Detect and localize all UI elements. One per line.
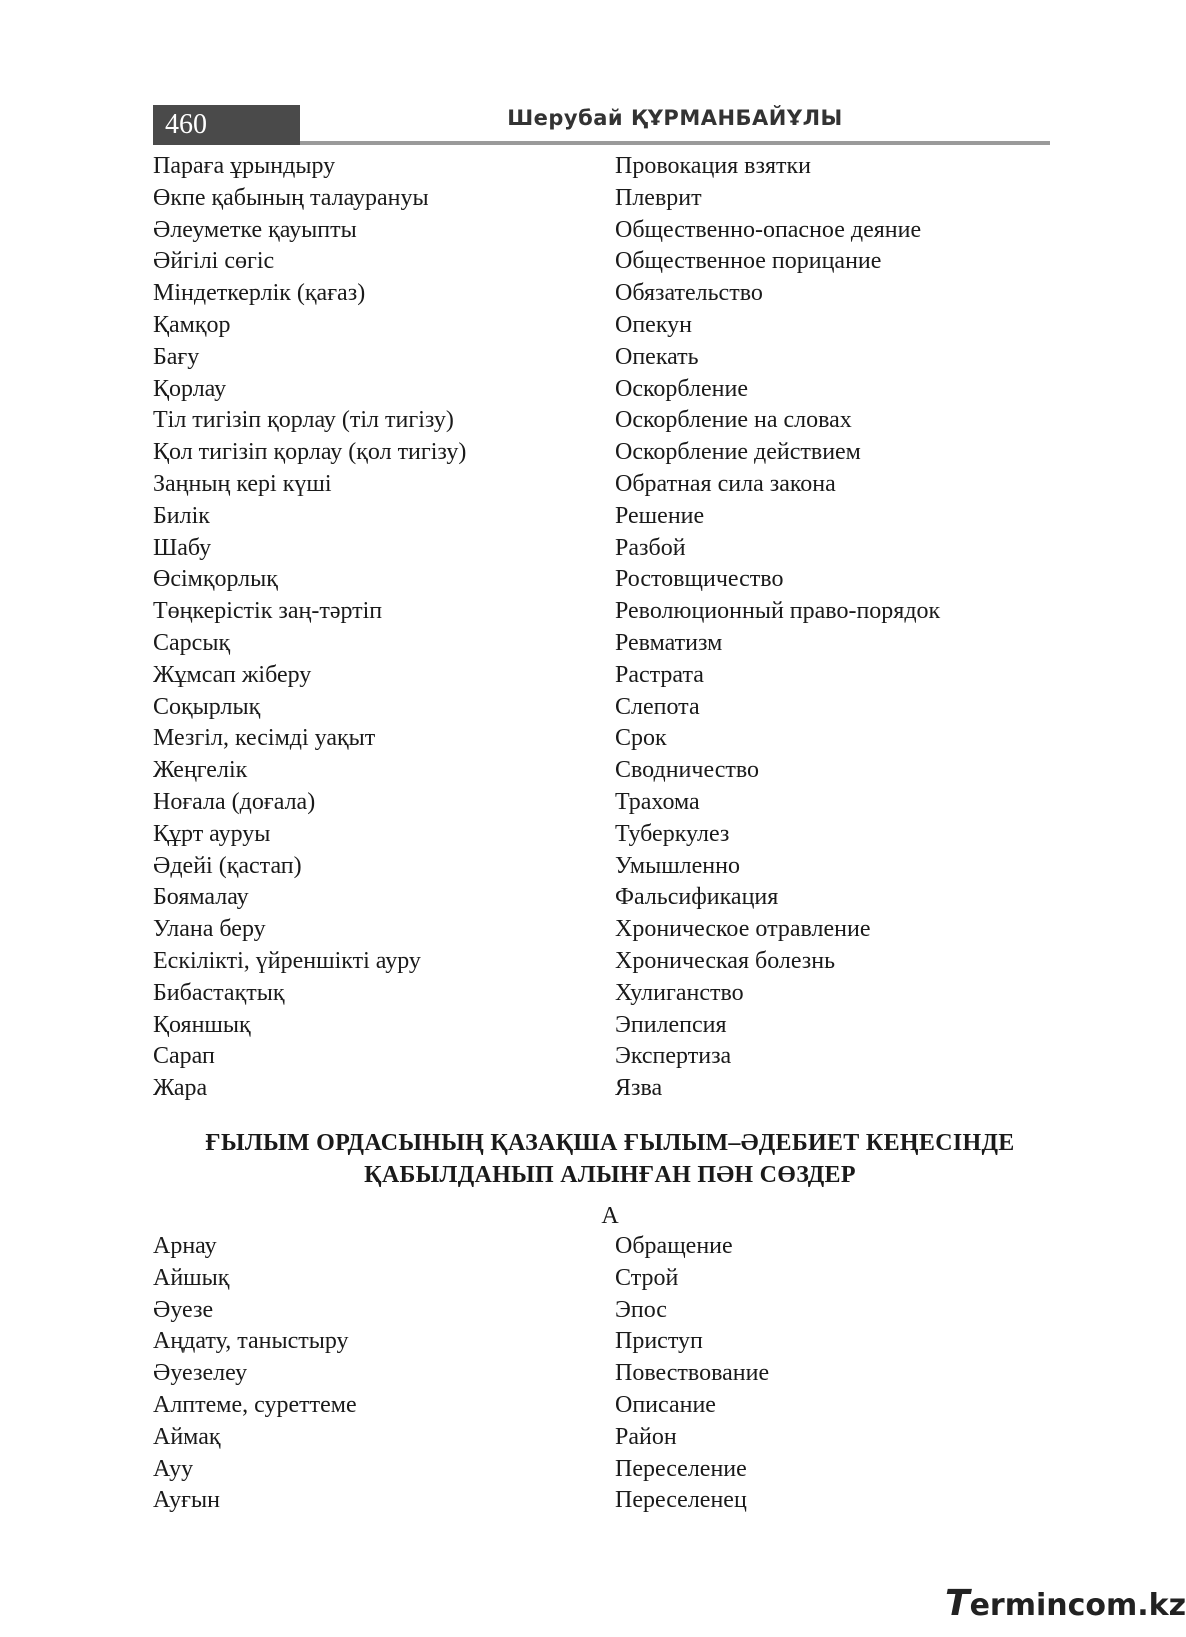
term-russian: Решение [615, 502, 705, 529]
glossary-row [153, 1010, 1073, 1042]
term-russian: Хроническое отравление [615, 916, 871, 943]
page-number: 460 [153, 105, 300, 145]
glossary-list-bottom [153, 1231, 1073, 1517]
glossary-row [153, 1231, 1073, 1263]
term-russian: Провокация взятки [615, 153, 812, 179]
term-russian: Обратная сила закона [615, 470, 836, 497]
glossary-row [153, 596, 1073, 628]
term-russian: Хроническая болезнь [615, 947, 836, 974]
term-kazakh: Ауу [153, 1455, 194, 1482]
glossary-row [153, 533, 1073, 565]
glossary-row [153, 310, 1073, 342]
term-russian: Фальсификация [615, 884, 779, 911]
term-russian: Умышленно [615, 852, 740, 879]
header-rule [300, 141, 1050, 145]
term-kazakh: Арнау [153, 1233, 217, 1259]
term-kazakh: Алптеме, суреттеме [153, 1391, 357, 1418]
glossary-row [153, 1326, 1073, 1358]
glossary-row [153, 978, 1073, 1010]
term-russian: Эпос [615, 1296, 667, 1323]
term-russian: Язва [615, 1075, 663, 1102]
section-letter: А [601, 1203, 619, 1229]
glossary-row [153, 755, 1073, 787]
term-russian: Переселенец [615, 1487, 747, 1514]
glossary-row [153, 501, 1073, 533]
glossary-row [153, 374, 1073, 406]
term-kazakh: Айшық [153, 1264, 230, 1291]
term-russian: Хулиганство [615, 979, 744, 1006]
term-kazakh: Боямалау [153, 884, 249, 911]
term-russian: Обязательство [615, 280, 763, 307]
term-kazakh: Бағу [153, 343, 200, 370]
term-russian: Сводничество [615, 757, 760, 784]
term-russian: Революционный право-порядок [615, 598, 941, 625]
term-russian: Слепота [615, 693, 700, 720]
glossary-row [153, 1422, 1073, 1454]
term-russian: Срок [615, 725, 667, 752]
term-kazakh: Ауғын [153, 1487, 220, 1514]
glossary-row [153, 183, 1073, 215]
term-russian: Строй [615, 1264, 679, 1291]
glossary-row [153, 1390, 1073, 1422]
watermark-logo [945, 1583, 1186, 1624]
term-kazakh: Заңның кері күші [153, 470, 332, 497]
term-kazakh: Төңкерістік заң-тәртіп [153, 598, 383, 625]
term-kazakh: Қояншық [153, 1011, 251, 1038]
glossary-row [153, 1454, 1073, 1486]
glossary-row [153, 882, 1073, 914]
term-kazakh: Соқырлық [153, 693, 261, 720]
term-kazakh: Жұмсап жіберу [153, 661, 312, 688]
glossary-row [153, 660, 1073, 692]
term-russian: Экспертиза [615, 1043, 732, 1070]
term-russian: Растрата [615, 661, 704, 688]
term-russian: Описание [615, 1391, 716, 1418]
glossary-row [153, 342, 1073, 374]
term-kazakh: Билік [153, 502, 210, 529]
term-kazakh: Аймақ [153, 1423, 221, 1450]
term-russian: Оскорбление [615, 375, 749, 402]
term-kazakh: Әдейі (қастап) [153, 852, 302, 879]
term-kazakh: Сарап [153, 1043, 215, 1070]
term-russian: Повествование [615, 1360, 770, 1387]
term-kazakh: Әлеуметке қауыпты [153, 216, 357, 243]
term-russian: Разбой [615, 534, 686, 561]
term-russian: Район [615, 1423, 677, 1450]
term-kazakh: Мезгіл, кесімді уақыт [153, 725, 376, 752]
term-kazakh: Өсімқорлық [153, 566, 278, 593]
term-kazakh: Тіл тигізіп қорлау (тіл тигізу) [153, 407, 454, 434]
term-kazakh: Әйгілі сөгіс [153, 248, 275, 275]
running-head-author: Шерубай ҚҰРМАНБАЙҰЛЫ [507, 106, 843, 130]
watermark-text: ermincom.kz [969, 1588, 1186, 1623]
term-russian: Оскорбление на словах [615, 407, 852, 434]
glossary-row [153, 914, 1073, 946]
glossary-row [153, 819, 1073, 851]
term-russian: Трахома [615, 788, 700, 815]
term-kazakh: Шабу [153, 534, 212, 561]
term-kazakh: Сарсық [153, 629, 231, 656]
glossary-row [153, 1073, 1073, 1105]
glossary-row [153, 692, 1073, 724]
glossary-row [153, 851, 1073, 883]
term-russian: Оскорбление действием [615, 439, 861, 466]
term-kazakh: Қорлау [153, 375, 227, 402]
term-kazakh: Әуезе [153, 1296, 214, 1323]
glossary-row [153, 1263, 1073, 1295]
glossary-row [153, 628, 1073, 660]
term-kazakh: Міндеткерлік (қағаз) [153, 280, 366, 307]
glossary-row [153, 278, 1073, 310]
glossary-row [153, 469, 1073, 501]
glossary-row [153, 1041, 1073, 1073]
term-kazakh: Әуезелеу [153, 1360, 248, 1387]
term-kazakh: Қол тигізіп қорлау (қол тигізу) [153, 439, 467, 466]
term-kazakh: Ескілікті, үйреншікті ауру [153, 947, 421, 974]
glossary-row [153, 564, 1073, 596]
term-kazakh: Өкпе қабының талаурануы [153, 184, 429, 211]
term-kazakh: Жеңгелік [153, 757, 248, 784]
term-kazakh: Жара [153, 1075, 208, 1102]
glossary-row [153, 787, 1073, 819]
term-russian: Туберкулез [615, 820, 730, 847]
watermark-t-icon: T [945, 1583, 970, 1624]
glossary-row [153, 405, 1073, 437]
term-kazakh: Параға ұрындыру [153, 153, 336, 179]
glossary-row [153, 1358, 1073, 1390]
term-russian: Приступ [615, 1328, 703, 1355]
term-kazakh: Бибастақтық [153, 979, 285, 1006]
term-russian: Общественное порицание [615, 248, 882, 275]
glossary-row [153, 723, 1073, 755]
section-title-line1: ҒЫЛЫМ ОРДАСЫНЫҢ ҚАЗАҚША ҒЫЛЫМ–ӘДЕБИЕТ КЕҢЕСІНДЕ [205, 1130, 1015, 1156]
term-kazakh: Ноғала (доғала) [153, 788, 316, 815]
term-russian: Плеврит [615, 184, 702, 211]
section-title [130, 1127, 1090, 1191]
term-kazakh: Құрт ауруы [153, 820, 271, 847]
term-kazakh: Аңдату, таныстыру [153, 1328, 349, 1355]
term-kazakh: Улана беру [153, 916, 266, 943]
term-russian: Ревматизм [615, 629, 723, 656]
glossary-row [153, 1295, 1073, 1327]
term-russian: Ростовщичество [615, 566, 784, 593]
glossary-row [153, 946, 1073, 978]
term-russian: Общественно-опасное деяние [615, 216, 922, 243]
term-kazakh: Қамқор [153, 311, 231, 338]
term-russian: Опекать [615, 343, 699, 370]
term-russian: Переселение [615, 1455, 747, 1482]
term-russian: Обращение [615, 1233, 733, 1259]
glossary-row [153, 246, 1073, 278]
glossary-row [153, 437, 1073, 469]
glossary-list-top [153, 151, 1073, 1105]
section-title-line2: ҚАБЫЛДАНЫП АЛЫНҒАН ПӘН СӨЗДЕР [364, 1162, 856, 1188]
term-russian: Опекун [615, 311, 692, 338]
glossary-row [153, 151, 1073, 183]
glossary-row [153, 215, 1073, 247]
glossary-row [153, 1485, 1073, 1517]
term-russian: Эпилепсия [615, 1011, 727, 1038]
